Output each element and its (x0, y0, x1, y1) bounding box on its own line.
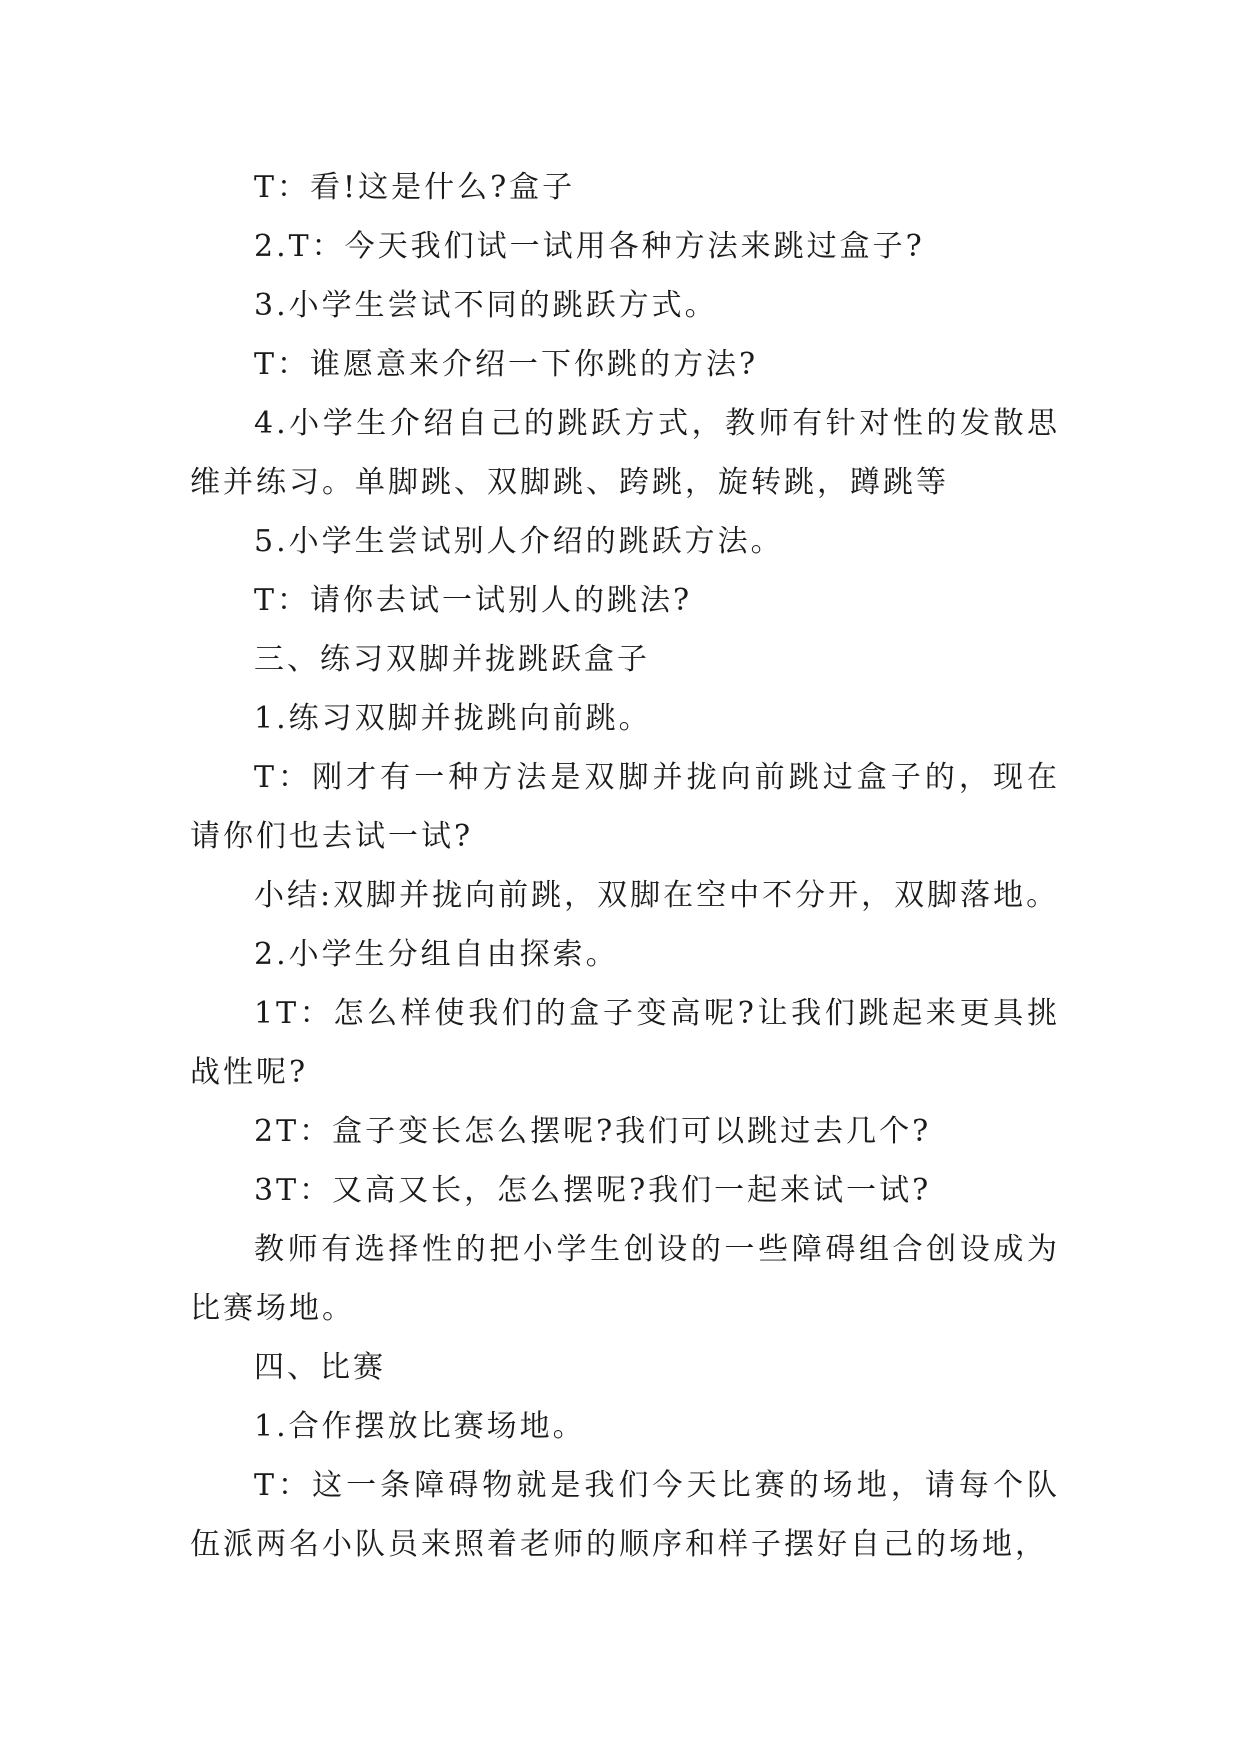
paragraph: T：刚才有一种方法是双脚并拢向前跳过盒子的，现在请你们也去试一试? (190, 760, 1060, 854)
paragraph: T：请你去试一试别人的跳法? (254, 583, 693, 618)
paragraph: T：谁愿意来介绍一下你跳的方法? (254, 347, 759, 382)
document-body (190, 158, 1060, 1574)
section-heading: 三、练习双脚并拢跳跃盒子 (254, 642, 650, 677)
section-heading: 四、比赛 (254, 1350, 386, 1385)
paragraph: 1.合作摆放比赛场地。 (254, 1409, 586, 1444)
paragraph: 1.练习双脚并拢跳向前跳。 (254, 701, 652, 736)
paragraph: 5.小学生尝试别人介绍的跳跃方法。 (254, 524, 784, 559)
paragraph: 2T：盒子变长怎么摆呢?我们可以跳过去几个? (254, 1114, 932, 1149)
paragraph: T：看!这是什么?盒子 (254, 170, 576, 205)
paragraph: 3.小学生尝试不同的跳跃方式。 (254, 288, 718, 323)
paragraph: 2.T：今天我们试一试用各种方法来跳过盒子? (254, 229, 925, 264)
paragraph: 2.小学生分组自由探索。 (254, 937, 619, 972)
paragraph: 4.小学生介绍自己的跳跃方式，教师有针对性的发散思维并练习。单脚跳、双脚跳、跨跳，旋转跳，蹲跳等 (190, 406, 1060, 500)
paragraph: 3T：又高又长，怎么摆呢?我们一起来试一试? (254, 1173, 932, 1208)
paragraph: T：这一条障碍物就是我们今天比赛的场地，请每个队伍派两名小队员来照着老师的顺序和样子摆好自己的场地， (190, 1468, 1060, 1562)
paragraph: 小结:双脚并拢向前跳，双脚在空中不分开，双脚落地。 (254, 878, 1060, 913)
paragraph: 教师有选择性的把小学生创设的一些障碍组合创设成为比赛场地。 (190, 1232, 1060, 1326)
paragraph: 1T：怎么样使我们的盒子变高呢?让我们跳起来更具挑战性呢? (190, 996, 1060, 1090)
